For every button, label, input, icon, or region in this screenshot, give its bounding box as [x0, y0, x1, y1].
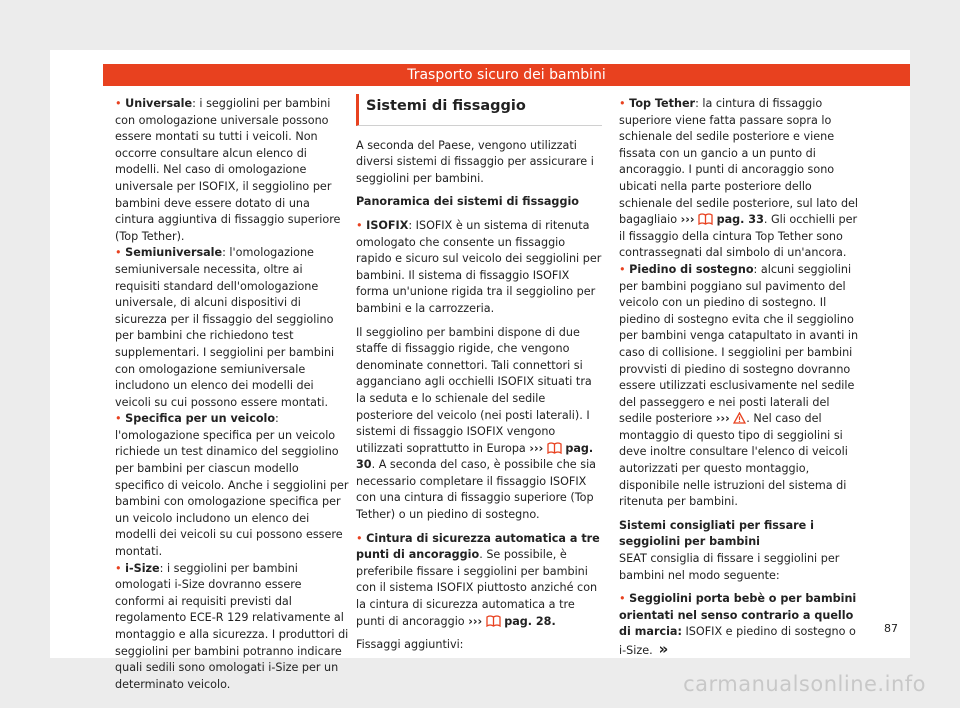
- bullet-icon: •: [619, 262, 626, 276]
- section-title: Sistemi di fissaggio: [356, 94, 602, 126]
- list-item: • ISOFIX: ISOFIX è un sistema di ritenuta omologato che consente un fissaggio rapido e sicuro sul veicolo dei seggiolini per bambini. Il sistema di fissaggio ISOFIX forma un'unione rigida tra il seggiolino per bambini e la carrozzeria.: [356, 218, 602, 315]
- subheading: Sistemi consigliati per fissare i seggiolini per bambini: [619, 518, 814, 549]
- column-2: [356, 94, 604, 654]
- list-item: • Universale: i seggiolini per bambini con omologazione universale possono essere montati su tutti i veicoli. Non occorre consultare alcun elenco di modelli. Nel caso di omologazione universale per ISOFIX, il seggiolino per bambini deve essere dotato di una cintura aggiuntiva di fissaggio superiore (Top Tether).: [115, 97, 341, 243]
- paragraph: Fissaggi aggiuntivi:: [356, 638, 464, 652]
- list-item: • Seggiolini porta bebè o per bambini orientati nel senso contrario a quello di marcia: ISOFIX e piedino di sostegno o i-Size. »: [619, 592, 857, 658]
- page-number: 87: [884, 622, 898, 635]
- list-item: • Specifica per un veicolo: l'omologazione specifica per un veicolo richiede un test dinamico del seggiolino per bambini per ciascun modello specifico di veicolo. Anche i seggiolini per bambini con omologazione specifica per un veicolo includono un elenco dei modelli dei veicoli su cui possono essere montati.: [115, 412, 349, 559]
- list-item: • Piedino di sostegno: alcuni seggiolini per bambini poggiano sul pavimento del veicolo con un piedino di sostegno. Il piedino di sostegno evita che il seggiolino per bambini venga catapultato in avanti in caso di collisione. I seggiolini per bambini provvisti di piedino di sostegno dovranno essere utilizzati esclusivamente nel sedile del passeggero e nei posti laterali del sedile posteriore ››› . Nel caso del montaggio di questo tipo di seggiolini si deve inoltre consultare l'elenco di veicoli autorizzati per questo montaggio, disponibile nelle istruzioni del sistema di ritenuta per bambini.: [619, 262, 859, 509]
- paragraph: Il seggiolino per bambini dispone di due staffe di fissaggio rigide, che vengono denominate connettori. Tali connettori si agganciano agli occhielli ISOFIX situati tra la seduta e lo schienale del sedile posteriore del veicolo (nei posti laterali). I sistemi di fissaggio ISOFIX vengono utilizzati soprattutto in Europa ››› pag. 30. A seconda del caso, è possibile che sia necessario completare il fissaggio ISOFIX con una cintura di fissaggio superiore (Top Tether) o un piedino di sostegno.: [356, 325, 597, 522]
- subheading: Panoramica dei sistemi di fissaggio: [356, 195, 579, 209]
- book-icon: [486, 615, 501, 627]
- column-1: [115, 96, 351, 693]
- bullet-icon: •: [356, 531, 363, 545]
- page-link[interactable]: pag. 28.: [504, 614, 556, 628]
- page-link[interactable]: pag. 30: [356, 441, 594, 472]
- bullet-icon: •: [115, 561, 122, 575]
- page-header: Trasporto sicuro dei bambini: [103, 64, 910, 86]
- continue-arrow-icon: »: [658, 640, 669, 658]
- intro-paragraph: A seconda del Paese, vengono utilizzati diversi sistemi di fissaggio per assicurare i seggiolini per bambini.: [356, 138, 594, 185]
- bullet-icon: •: [115, 97, 122, 110]
- warning-icon[interactable]: [733, 412, 746, 424]
- book-icon: [547, 442, 562, 454]
- book-icon: [698, 213, 713, 225]
- bullet-icon: •: [115, 246, 122, 260]
- list-item: • i-Size: i seggiolini per bambini omologati i-Size dovranno essere conformi ai requisiti previsti dal regolamento ECE-R 129 relativamente al montaggio e alla sicurezza. I produttori di seggiolini per bambini potranno indicare quali sedili sono omologati i-Size per un determinato veicolo.: [115, 561, 349, 691]
- bullet-icon: •: [115, 412, 122, 426]
- bullet-icon: •: [619, 97, 626, 110]
- watermark: carmanualsonline.info: [683, 672, 926, 696]
- paragraph: SEAT consiglia di fissare i seggiolini per bambini nel modo seguente:: [619, 552, 840, 582]
- bullet-icon: •: [619, 592, 626, 606]
- page-link[interactable]: pag. 33: [716, 213, 764, 227]
- bullet-icon: •: [356, 218, 363, 232]
- column-3: [619, 96, 864, 660]
- list-item: • Semiuniversale: l'omologazione semiuniversale necessita, oltre ai requisiti standard dell'omologazione universale, di alcuni dispositivi di sicurezza per il fissaggio del seggiolino per bambini che richiedono test supplementari. I seggiolini per bambini con omologazione semiuniversale includono un elenco dei modelli dei veicoli su cui possono essere montati.: [115, 246, 335, 409]
- list-item: • Cintura di sicurezza automatica a tre punti di ancoraggio. Se possibile, è preferibile fissare i seggiolini per bambini con il sistema ISOFIX piuttosto anziché con la cintura di sicurezza automatica a tre punti di ancoraggio ››› pag. 28.: [356, 531, 600, 628]
- list-item: • Top Tether: la cintura di fissaggio superiore viene fatta passare sopra lo schienale del sedile posteriore e viene fissata con un gancio a un punto di ancoraggio. I punti di ancoraggio sono ubicati nella parte posteriore dello schienale del sedile posteriore, sul lato del bagagliaio ››› pag. 33. Gli occhielli per il fissaggio della cintura Top Tether sono contrassegnati dal simbolo di un'ancora.: [619, 97, 859, 260]
